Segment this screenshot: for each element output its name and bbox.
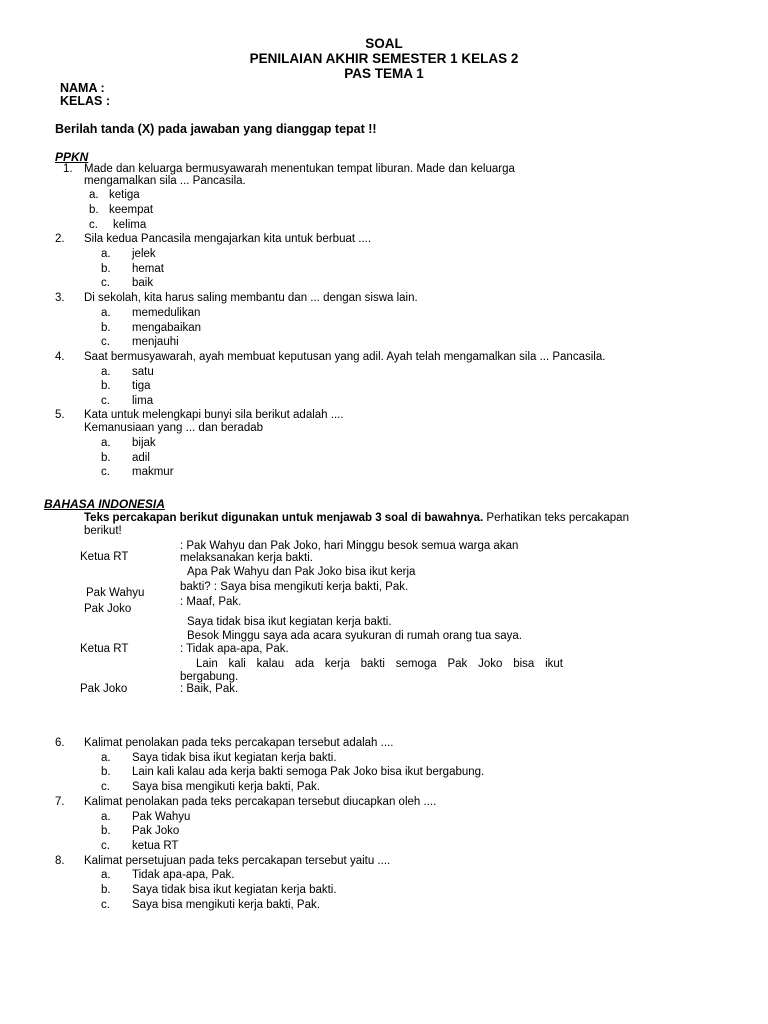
question-number: 8.	[55, 855, 65, 867]
question-text: Saat bermusyawarah, ayah membuat keputusan yang adil. Ayah telah mengamalkan sila ... Pancasila.	[84, 351, 606, 363]
dialog-line: bakti? : Saya bisa mengikuti kerja bakti, Pak.	[180, 581, 409, 593]
speaker-label: Ketua RT	[80, 643, 129, 655]
option-letter: a.	[101, 307, 111, 319]
option-text: keempat	[109, 204, 154, 216]
speaker-label: Pak Joko	[80, 683, 128, 695]
name-field-label: NAMA :	[60, 81, 105, 95]
doc-subtitle: PENILAIAN AKHIR SEMESTER 1 KELAS 2	[249, 51, 519, 66]
option-text: Saya tidak bisa ikut kegiatan kerja bakti.	[132, 884, 337, 896]
question-text: Di sekolah, kita harus saling membantu dan ... dengan siswa lain.	[84, 292, 418, 304]
option-text: Tidak apa-apa, Pak.	[132, 869, 235, 881]
dialog-line: : Tidak apa-apa, Pak.	[180, 643, 289, 655]
option-text: lima	[132, 395, 154, 407]
question-text: Sila kedua Pancasila mengajarkan kita untuk berbuat ....	[84, 233, 372, 245]
question-number: 7.	[55, 796, 65, 808]
option-letter: c.	[101, 277, 110, 289]
option-letter: c.	[101, 899, 110, 911]
option-text: Saya bisa mengikuti kerja bakti, Pak.	[132, 899, 320, 911]
option-letter: a.	[101, 869, 111, 881]
instruction: Berilah tanda (X) pada jawaban yang dianggap tepat !!	[55, 122, 377, 136]
dialog-line: Besok Minggu saya ada acara syukuran di rumah orang tua saya.	[187, 630, 522, 642]
option-letter: b.	[101, 380, 111, 392]
option-text: memedulikan	[132, 307, 201, 319]
option-letter: b.	[101, 825, 111, 837]
question-number: 1.	[63, 163, 73, 175]
option-letter: a.	[101, 248, 111, 260]
option-text: menjauhi	[132, 336, 179, 348]
dialog-line: : Maaf, Pak.	[180, 596, 242, 608]
question-number: 6.	[55, 737, 65, 749]
option-text: baik	[132, 277, 154, 289]
section-heading-ppkn: PPKN	[55, 150, 89, 164]
option-text: tiga	[132, 380, 151, 392]
option-letter: c.	[101, 781, 110, 793]
question-number: 4.	[55, 351, 65, 363]
option-text: Saya tidak bisa ikut kegiatan kerja bakti.	[132, 752, 337, 764]
option-text: Pak Wahyu	[132, 811, 191, 823]
option-letter: c.	[101, 395, 110, 407]
option-text: mengabaikan	[132, 322, 202, 334]
option-text: Lain kali kalau ada kerja bakti semoga Pak Joko bisa ikut bergabung.	[132, 766, 485, 778]
option-letter: a.	[101, 366, 111, 378]
option-letter: c.	[101, 466, 110, 478]
question-number: 5.	[55, 409, 65, 421]
option-text: bijak	[132, 437, 156, 449]
question-text: Kemanusiaan yang ... dan beradab	[84, 422, 264, 434]
option-letter: b.	[89, 204, 99, 216]
option-text: makmur	[132, 466, 174, 478]
question-number: 3.	[55, 292, 65, 304]
dialog-line: Lain kali kalau ada kerja bakti semoga Pak Joko bisa ikut	[196, 658, 563, 670]
speaker-label: Ketua RT	[80, 551, 129, 563]
doc-title: SOAL	[365, 36, 403, 51]
dialog-line: Apa Pak Wahyu dan Pak Joko bisa ikut kerja	[187, 566, 416, 578]
option-text: hemat	[132, 263, 164, 275]
option-letter: a.	[101, 752, 111, 764]
option-letter: b.	[101, 884, 111, 896]
question-text: Kalimat persetujuan pada teks percakapan tersebut yaitu ....	[84, 855, 391, 867]
option-letter: a.	[101, 811, 111, 823]
question-text: Kalimat penolakan pada teks percakapan tersebut adalah ....	[84, 737, 394, 749]
question-text: Kalimat penolakan pada teks percakapan tersebut diucapkan oleh ....	[84, 796, 437, 808]
dialog-line: : Pak Wahyu dan Pak Joko, hari Minggu besok semua warga akan	[180, 540, 519, 552]
dialog-line: bergabung.	[180, 671, 239, 683]
option-letter: c.	[101, 336, 110, 348]
dialog-line: melaksanakan kerja bakti.	[180, 552, 313, 564]
option-letter: a.	[89, 189, 99, 201]
option-letter: b.	[101, 766, 111, 778]
dialog-intro-bold: Teks percakapan berikut digunakan untuk menjawab 3 soal di bawahnya.	[84, 512, 484, 524]
section-heading-bahasa: BAHASA INDONESIA	[44, 497, 165, 511]
option-letter: a.	[101, 437, 111, 449]
option-text: Pak Joko	[132, 825, 180, 837]
dialog-line: : Baik, Pak.	[180, 683, 239, 695]
dialog-intro-rest: Perhatikan teks percakapan	[483, 512, 629, 524]
option-text: kelima	[113, 219, 147, 231]
class-field-label: KELAS :	[60, 94, 110, 108]
option-letter: b.	[101, 263, 111, 275]
speaker-label: Pak Joko	[84, 603, 132, 615]
question-text: Kata untuk melengkapi bunyi sila berikut adalah ....	[84, 409, 344, 421]
doc-theme: PAS TEMA 1	[344, 66, 424, 81]
option-text: satu	[132, 366, 154, 378]
option-letter: b.	[101, 322, 111, 334]
speaker-label: Pak Wahyu	[86, 587, 145, 599]
option-letter: b.	[101, 452, 111, 464]
option-text: ketua RT	[132, 840, 179, 852]
dialog-intro-line2: berikut!	[84, 525, 122, 537]
option-text: Saya bisa mengikuti kerja bakti, Pak.	[132, 781, 320, 793]
question-text: Made dan keluarga bermusyawarah menentukan tempat liburan. Made dan keluarga	[84, 163, 515, 175]
dialog-line: Saya tidak bisa ikut kegiatan kerja bakti.	[187, 616, 392, 628]
question-text: mengamalkan sila ... Pancasila.	[84, 175, 246, 187]
option-letter: c.	[89, 219, 98, 231]
option-text: adil	[132, 452, 150, 464]
option-text: ketiga	[109, 189, 140, 201]
dialog-intro	[84, 512, 629, 524]
question-number: 2.	[55, 233, 65, 245]
option-text: jelek	[132, 248, 156, 260]
option-letter: c.	[101, 840, 110, 852]
